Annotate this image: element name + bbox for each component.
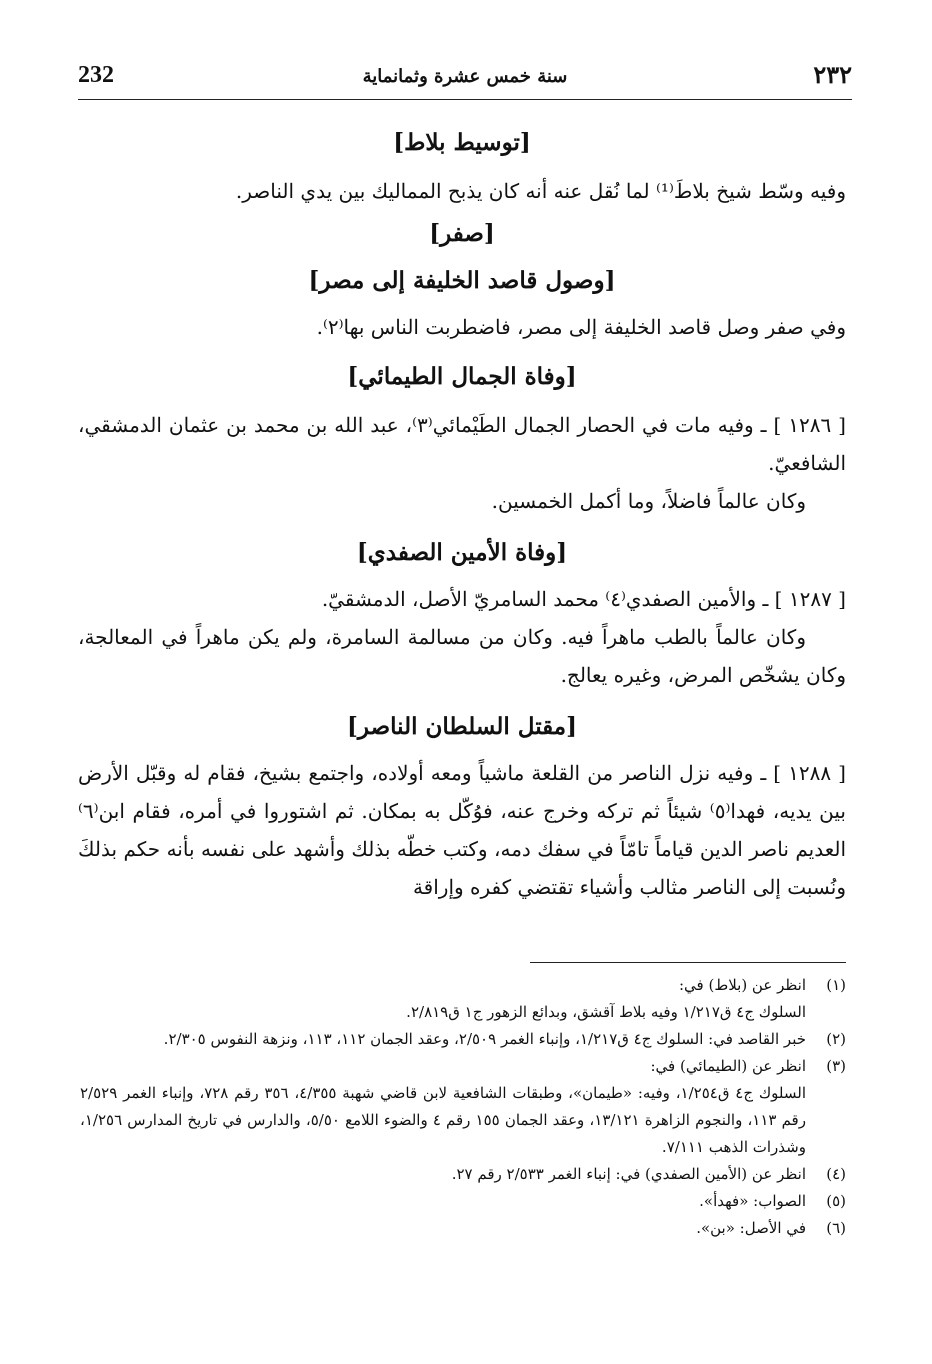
paragraph: [ ١٢٨٦ ] ـ وفيه مات في الحصار الجمال الطَيْمائي⁽٣⁾، عبد الله بن محمد بن عثمان الدمشقي، الشافعيّ.: [78, 413, 846, 475]
paragraph: وكان عالماً فاضلاً، وما أكمل الخمسين.: [491, 489, 806, 513]
footnote-marker: (٥): [826, 1192, 846, 1210]
header-rule: [78, 99, 852, 100]
footnote-text: الصواب: «فهدأ».: [699, 1192, 806, 1210]
footnote-marker: [806, 999, 846, 1026]
section-heading: [مقتل السلطان الناصر]: [347, 713, 577, 740]
footnote: [80, 999, 846, 1026]
paragraph: وفيه وسّط شيخ بلاطَ⁽¹⁾ لما نُقل عنه أنه كان يذبح المماليك بين يدي الناصر.: [235, 179, 846, 203]
section-safar: [78, 214, 846, 254]
footnote-marker: (٤): [826, 1165, 846, 1183]
section-heading: [وصول قاصد الخليفة إلى مصر]: [308, 267, 616, 294]
running-title: سنة خمس عشرة وثمانماية: [362, 66, 568, 87]
footnote-marker: (٦): [826, 1219, 846, 1237]
footnote-text: انظر عن (بلاط) في:: [678, 976, 806, 994]
footnote-marker: (٣): [826, 1057, 846, 1075]
section-heading: [صفر]: [429, 220, 495, 247]
footnote-marker: (٢): [826, 1030, 846, 1048]
footnote-text: خبر القاصد في: السلوك ج٤ ق١/٢١٧، وإنباء الغمر ٢/٥٠٩، وعقد الجمان ١١٢، ١١٣، ونزهة النفوس ٢/٣٠٥.: [163, 1030, 806, 1048]
footnote-text: في الأصل: «بن».: [696, 1219, 806, 1237]
paragraph: [ ١٢٨٨ ] ـ وفيه نزل الناصر من القلعة ماشياً ومعه أولاده، واجتمع بشيخ، فقام له وقبّل الأرض بين يديه، فهدا⁽٥⁾ شيئاً ثم تركه وخرج عنه، فوُكّل به بمكان. ثم اشتوروا في أمره، فقام ابن⁽٦⁾ العديم ناصر الدين قياماً تامّاً في سفك دمه، وكتب خطّه بذلك وأشهد على نفسه بأنه حكم بذلكَ ونُسبت إلى الناصر مثالب وأشياء تقتضي كفره وإراقة: [78, 761, 846, 899]
footnote: [80, 1215, 846, 1242]
page-header: [78, 60, 852, 96]
section-heading: [توسيط بلاط]: [393, 129, 531, 156]
footnote-text: السلوك ج٤ ق١/٢١٧ وفيه بلاط آقشق، وبدائع الزهور ج١ ق٢/٨١٩.: [406, 1003, 806, 1021]
paragraph: وفي صفر وصل قاصد الخليفة إلى مصر، فاضطربت الناس بها⁽٢⁾.: [316, 315, 846, 339]
paragraph: [ ١٢٨٧ ] ـ والأمين الصفدي⁽٤⁾ محمد السامريّ الأصل، الدمشقيّ.: [321, 587, 846, 611]
footnote: [80, 1053, 846, 1080]
section-heading: [وفاة الجمال الطيمائي]: [347, 363, 577, 390]
footnote-text: انظر عن (الطيمائي) في:: [650, 1057, 806, 1075]
footnote-text: السلوك ج٤ ق١/٢٥٤، وفيه: «طيمان»، وطبقات الشافعية لابن قاضي شهبة ٤/٣٥٥، ٣٥٦ رقم ٧٢٨، وإنباء الغمر ٢/٥٢٩ رقم ١١٣، والنجوم الزاهرة ١٣/١٢١، وعقد الجمان ١٥٥ رقم ٤ والضوء اللامع ٥/٥٠، والدارس في تاريخ المدارس ١/٢٥٦، وشذرات الذهب ٧/١١١.: [80, 1084, 807, 1156]
section-killing-nasir: [78, 704, 846, 906]
section-death-safadi: [78, 530, 846, 694]
footnote: [80, 1161, 846, 1188]
main-text: [78, 112, 846, 906]
section-caliph-envoy: [78, 258, 846, 346]
page-number-arabic: ٢٣٢: [813, 60, 852, 89]
paragraph: وكان عالماً بالطب ماهراً فيه. وكان من مسالمة السامرة، ولم يكن ماهراً في المعالجة، وكان يشخّص المرض، وغيره يعالج.: [78, 625, 846, 687]
footnote: [80, 1188, 846, 1215]
footnote: [80, 972, 846, 999]
footnote: [80, 1026, 846, 1053]
footnote-rule: [530, 962, 846, 963]
section-heading: [وفاة الأمين الصفدي]: [356, 539, 568, 566]
footnotes: [80, 972, 846, 1242]
section-tawsit-balat: [78, 122, 846, 210]
page-number-latin: 232: [78, 62, 114, 88]
footnote: [80, 1080, 846, 1161]
footnote-marker: [806, 1080, 846, 1161]
section-death-tiymai: [78, 354, 846, 520]
footnote-marker: (١): [826, 976, 846, 994]
footnote-text: انظر عن (الأمين الصفدي) في: إنباء الغمر ٢/٥٣٣ رقم ٢٧.: [451, 1165, 806, 1183]
